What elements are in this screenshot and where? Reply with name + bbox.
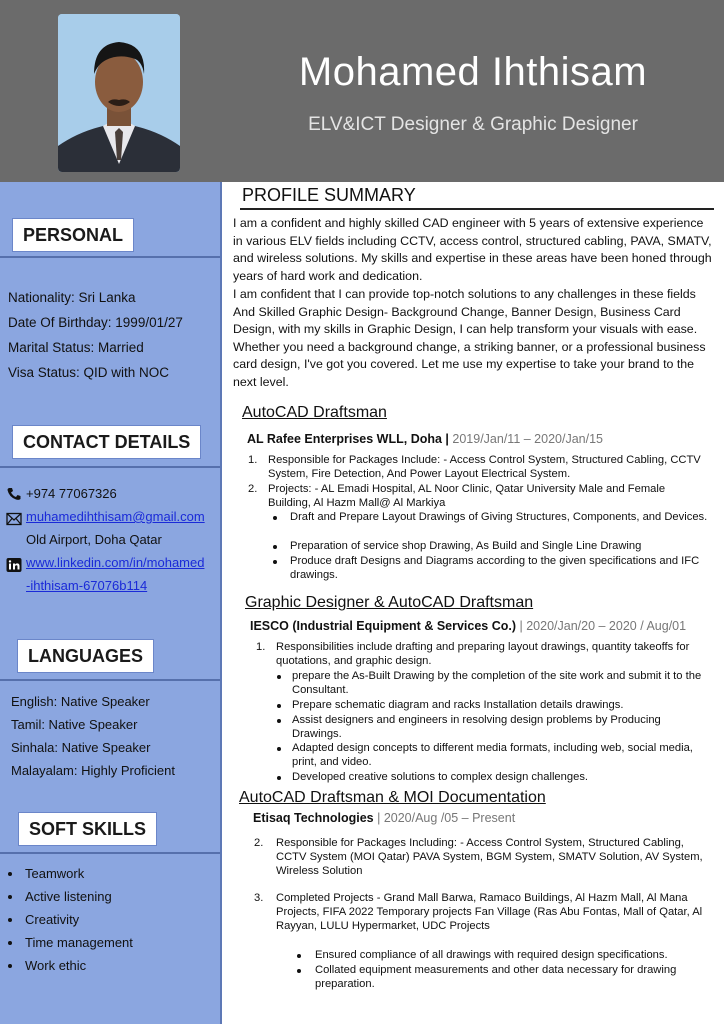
list-bullet xyxy=(277,675,281,679)
job-title: AutoCAD Draftsman xyxy=(242,404,387,421)
personal-visa: Visa Status: QID with NOC xyxy=(8,365,170,380)
contact-address: Old Airport, Doha Qatar xyxy=(26,532,162,547)
job-title: AutoCAD Draftsman & MOI Documentation xyxy=(239,789,546,806)
job-bullet: Preparation of service shop Drawing, As Build and Single Line Drawing xyxy=(290,540,642,552)
list-bullet xyxy=(8,918,12,922)
candidate-title: ELV&ICT Designer & Graphic Designer xyxy=(308,114,638,135)
job-item: Responsible for Packages Including: - Access Control System, Structured Cabling, CCTV System (MOI Qatar) PAVA System, BGM System, SMATV Solution, AV System, Wireless Solution xyxy=(276,837,703,878)
list-number: 1. xyxy=(248,454,258,466)
list-bullet xyxy=(277,776,281,780)
contact-phone: +974 77067326 xyxy=(26,486,117,501)
profile-divider xyxy=(240,208,714,210)
languages-divider xyxy=(0,679,220,681)
personal-marital: Marital Status: Married xyxy=(8,340,144,355)
list-bullet xyxy=(273,545,277,549)
list-number: 2. xyxy=(248,483,258,495)
job-company: AL Rafee Enterprises WLL, Doha | xyxy=(247,432,449,446)
job-bullet: prepare the As-Built Drawing by the completion of the site work and submit it to the Consultant. xyxy=(292,670,702,697)
profile-photo xyxy=(58,14,180,172)
header-banner xyxy=(0,0,724,182)
contact-divider xyxy=(0,466,220,468)
job-dates: | 2020/Jan/20 – 2020 / Aug/01 xyxy=(516,619,687,633)
soft-skills-heading: SOFT SKILLS xyxy=(18,812,157,846)
languages-heading: LANGUAGES xyxy=(17,639,154,673)
list-bullet xyxy=(8,941,12,945)
job-dates: | 2020/Aug /05 – Present xyxy=(373,811,516,825)
job-company-line xyxy=(250,619,686,633)
job-item: Responsibilities include drafting and preparing layout drawings, quantity takeoffs for quotations, and graphic design. xyxy=(276,641,690,668)
language-tamil: Tamil: Native Speaker xyxy=(11,717,138,732)
list-bullet xyxy=(297,969,301,973)
list-bullet xyxy=(277,719,281,723)
profile-heading: PROFILE SUMMARY xyxy=(242,185,416,205)
soft-skills-divider xyxy=(0,852,220,854)
personal-birthday: Date Of Birthday: 1999/01/27 xyxy=(8,315,183,330)
job-item: Completed Projects - Grand Mall Barwa, Ramaco Buildings, Al Hazm Mall, Al Mana Projects, FIFA 2022 Temporary projects Fan Village (Ras Abu Fontas, Mall of Qatar, Al Rayyan, LULU Hypermarket, UDC Projects xyxy=(276,892,703,933)
contact-heading: CONTACT DETAILS xyxy=(12,425,201,459)
job-bullet: Prepare schematic diagram and racks Installation details drawings. xyxy=(292,699,624,711)
job-bullet: Draft and Prepare Layout Drawings of Giving Structures, Components, and Devices. xyxy=(290,511,708,523)
skill-item: Active listening xyxy=(25,889,112,904)
contact-linkedin-link[interactable]: www.linkedin.com/in/mohamed xyxy=(26,555,205,570)
skill-item: Creativity xyxy=(25,912,80,927)
skill-item: Work ethic xyxy=(25,958,87,973)
list-bullet xyxy=(297,954,301,958)
job-bullet: Assist designers and engineers in resolving design problems by Producing Drawings. xyxy=(292,714,661,741)
profile-paragraph-1: I am a confident and highly skilled CAD engineer with 5 years of extensive experience in various ELV fields including CCTV, access control, structured cabling, PAVA, SMATV, and wireless solutions. My skills and expertise in these areas have been honed through years of hard work and dedication. xyxy=(233,216,712,283)
language-sinhala: Sinhala: Native Speaker xyxy=(11,740,151,755)
language-english: English: Native Speaker xyxy=(11,694,150,709)
phone-icon xyxy=(6,487,22,501)
job-company-line xyxy=(253,811,515,825)
list-bullet xyxy=(8,964,12,968)
contact-linkedin-link-cont[interactable]: -ihthisam-67076b114 xyxy=(26,578,148,593)
contact-email-link[interactable]: muhamedihthisam@gmail.com xyxy=(26,509,205,524)
job-bullet: Adapted design concepts to different media formats, including web, social media, print, and video. xyxy=(292,742,693,769)
list-bullet xyxy=(277,704,281,708)
job-item: Projects: - AL Emadi Hospital, AL Noor Clinic, Qatar University Male and Female Building, Al Hazm Mall@ Al Markiya xyxy=(268,483,666,510)
list-bullet xyxy=(8,895,12,899)
personal-divider xyxy=(0,256,220,258)
job-company-line xyxy=(247,432,603,446)
language-malayalam: Malayalam: Highly Proficient xyxy=(11,763,176,778)
list-number: 3. xyxy=(254,892,264,904)
personal-heading: PERSONAL xyxy=(12,218,134,252)
linkedin-icon xyxy=(6,558,22,572)
list-bullet xyxy=(8,872,12,876)
job-company: Etisaq Technologies xyxy=(253,811,374,825)
job-bullet: Developed creative solutions to complex design challenges. xyxy=(292,771,589,783)
job-item: Responsible for Packages Include: - Access Control System, Structured Cabling, CCTV System, Fire Detection, And Power Layout Electrical System. xyxy=(268,454,701,481)
list-number: 2. xyxy=(254,837,264,849)
list-bullet xyxy=(277,747,281,751)
job-title: Graphic Designer & AutoCAD Draftsman xyxy=(245,594,534,611)
job-bullet: Collated equipment measurements and other data necessary for drawing preparation. xyxy=(315,964,677,991)
skill-item: Time management xyxy=(25,935,133,950)
skill-item: Teamwork xyxy=(25,866,85,881)
mail-icon xyxy=(6,512,22,526)
job-company: IESCO (Industrial Equipment & Services Co.) xyxy=(250,619,517,633)
job-bullet: Ensured compliance of all drawings with required design specifications. xyxy=(315,949,668,961)
personal-nationality: Nationality: Sri Lanka xyxy=(8,290,136,305)
job-dates: 2019/Jan/11 – 2020/Jan/15 xyxy=(448,432,603,446)
candidate-name: Mohamed Ihthisam xyxy=(298,50,648,94)
job-bullet: Produce draft Designs and Diagrams according to the given specifications and IFC drawings. xyxy=(290,555,700,582)
list-bullet xyxy=(273,516,277,520)
list-number: 1. xyxy=(256,641,266,653)
profile-paragraph-2: I am confident that I can provide top-notch solutions to any challenges in these fields And Skilled Graphic Design- Background Change, Banner Design, Business Card Design, with my skills in Graphic Design, I can help transform your visuals with ease. Whether you need a background change, a striking banner, or a professional business card design, I've got you covered. Let me use my expertise to take your brand to the next level. xyxy=(233,287,706,389)
list-bullet xyxy=(273,560,277,564)
